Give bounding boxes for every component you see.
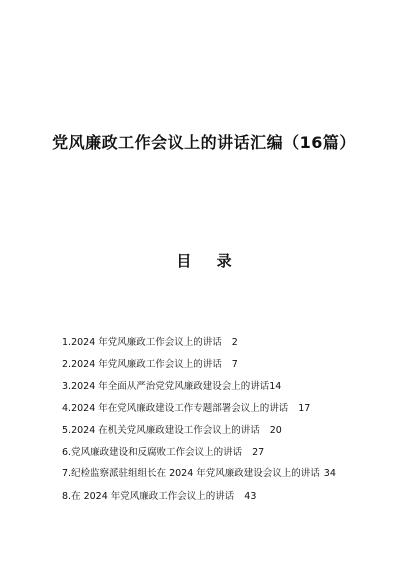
- toc-item-text: 3.2024 年全面从严治党党风廉政建设会上的讲话: [62, 381, 270, 392]
- toc-item-page: 27: [252, 447, 265, 458]
- toc-item[interactable]: [62, 486, 362, 508]
- toc-item-page: 20: [269, 425, 282, 436]
- toc-list: [62, 332, 362, 508]
- toc-item[interactable]: [62, 354, 362, 376]
- toc-heading: 目 录: [176, 252, 242, 270]
- toc-item[interactable]: [62, 332, 362, 354]
- toc-item-text: 4.2024 年在党风廉政建设工作专题部署会议上的讲话: [62, 403, 289, 414]
- toc-item[interactable]: [62, 398, 362, 420]
- toc-item-text: 8.在 2024 年党风廉政工作会议上的讲话: [62, 491, 235, 502]
- document-title: 党风廉政工作会议上的讲话汇编（16篇）: [52, 133, 356, 152]
- toc-item[interactable]: [62, 376, 362, 398]
- toc-item-page: 14: [269, 381, 282, 392]
- toc-item[interactable]: [62, 442, 362, 464]
- toc-item-text: 1.2024 年党风廉政工作会议上的讲话: [62, 337, 222, 348]
- toc-item-text: 5.2024 在机关党风廉政建设工作会议上的讲话: [62, 425, 260, 436]
- toc-item[interactable]: [62, 420, 362, 442]
- toc-item-page: 34: [323, 468, 336, 479]
- toc-item-text: 7.纪检监察派驻组组长在 2024 年党风廉政建设会议上的讲话: [62, 468, 320, 479]
- toc-item-page: 43: [244, 491, 257, 502]
- toc-item-text: 2.2024 年党风廉政工作会议上的讲话: [62, 359, 222, 370]
- toc-item-text: 6.党风廉政建设和反腐败工作会议上的讲话: [62, 447, 243, 458]
- toc-item-page: 17: [298, 403, 311, 414]
- toc-item-page: 2: [231, 337, 238, 348]
- toc-item-page: 7: [231, 359, 238, 370]
- toc-item[interactable]: [62, 464, 362, 483]
